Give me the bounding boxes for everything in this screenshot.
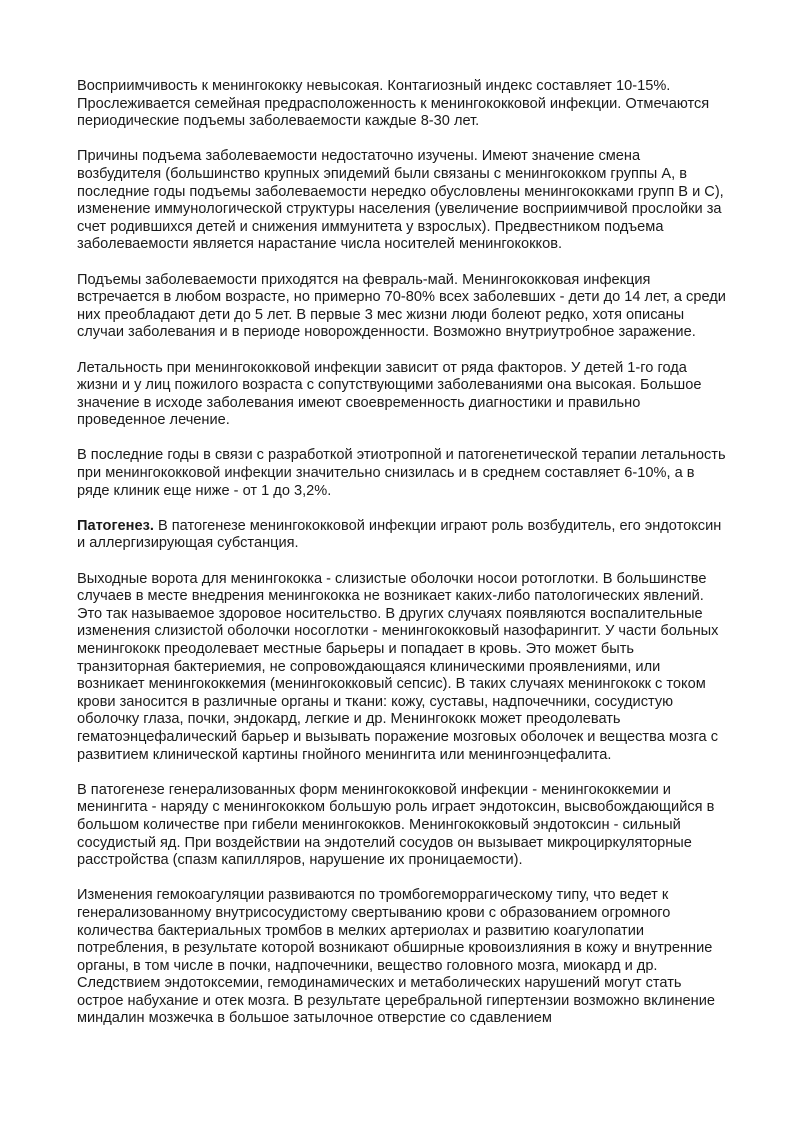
paragraph-text: В последние годы в связи с разработкой этиотропной и патогенетической терапии летальность при менингококковой инфекции значительно снизилась и в среднем составляет 6-10%, а в ряде клиник еще ниже - от 1 до 3,2%.	[77, 447, 726, 499]
paragraph-pathogenesis	[77, 518, 727, 553]
paragraph-seasonality	[77, 272, 727, 342]
paragraph-text: В патогенезе генерализованных форм менингококковой инфекции - менингококкемии и менингита - наряду с менингококком большую роль играет эндотоксин, высвобождающийся в большом количестве при гибели менингококков. Менингококковый эндотоксин - сильный сосудистый яд. При воздействии на эндотелий сосудов он вызывает микроциркуляторные расстройства (спазм капилляров, нарушение их проницаемости).	[77, 781, 715, 869]
paragraph-mortality-trend	[77, 447, 727, 500]
document-page	[77, 78, 727, 1046]
paragraph-susceptibility	[77, 78, 727, 131]
paragraph-text: Летальность при менингококковой инфекции зависит от ряда факторов. У детей 1-го года жизни и у лиц пожилого возраста с сопутствующими заболеваниями она высокая. Большое значение в исходе заболевания имеют своевременность диагностики и правильно проведенное лечение.	[77, 359, 702, 429]
paragraph-text: В патогенезе менингококковой инфекции играют роль возбудитель, его эндотоксин и аллергизирующая субстанция.	[77, 517, 722, 552]
paragraph-text: Причины подъема заболеваемости недостаточно изучены. Имеют значение смена возбудителя (большинство крупных эпидемий были связаны с менингококком группы А, в последние годы подъемы заболеваемости нередко обусловлены менингококками групп В и С), изменение иммунологической структуры населения (увеличение восприимчивой прослойки за счет родившихся детей и снижения иммунитета у взрослых). Предвестником подъема заболеваемости является нарастание числа носителей менингококков.	[77, 148, 724, 253]
paragraph-mortality	[77, 360, 727, 430]
paragraph-text: Подъемы заболеваемости приходятся на февраль-май. Менингококковая инфекция встречается в любом возрасте, но примерно 70-80% всех заболевших - дети до 14 лет, а среди них преобладают дети до 5 лет. В первые 3 мес жизни люди болеют редко, хотя описаны случаи заболевания и в периоде новорожденности. Возможно внутриутробное заражение.	[77, 271, 726, 341]
paragraph-causes	[77, 148, 727, 254]
paragraph-text: Изменения гемокоагуляции развиваются по тромбогеморрагическому типу, что ведет к генерализованному внутрисосудистому свертыванию крови с образованием огромного количества бактериальных тромбов в мелких артериолах и развитию коагулопатии потребления, в результате которой возникают обширные кровоизлияния в кожу и внутренние органы, в том числе в почки, надпочечники, вещество головного мозга, миокард и др. Следствием эндотоксемии, гемодинамических и метаболических нарушений могут стать острое набухание и отек мозга. В результате церебральной гипертензии возможно вклинение миндалин мозжечка в большое затылочное отверстие со сдавлением	[77, 887, 716, 1027]
paragraph-text: Выходные ворота для менингококка - слизистые оболочки носои ротоглотки. В большинстве случаев в месте внедрения менингококка не возникает каких-либо патологических явлений. Это так называемое здоровое носительство. В других случаях появляются воспалительные изменения слизистой оболочки носоглотки - менингококковый назофарингит. У части больных менингококк преодолевает местные барьеры и попадает в кровь. Это может быть транзиторная бактериемия, не сопровождающаяся клиническими проявлениями, или возникает менингококкемия (менингококковый сепсис). В таких случаях менингококк с током крови заносится в различные органы и ткани: кожу, суставы, надпочечники, сосудистую оболочку глаза, почки, эндокард, легкие и др. Менингококк может преодолевать гематоэнцефалический барьер и вызывать поражение мозговых оболочек и вещества мозга с развитием клинической картины гнойного менингита или менингоэнцефалита.	[77, 570, 719, 763]
paragraph-entry-gates	[77, 571, 727, 765]
section-heading: Патогенез.	[77, 517, 154, 534]
paragraph-hemocoagulation	[77, 887, 727, 1028]
paragraph-text: Восприимчивость к менингококку невысокая. Контагиозный индекс составляет 10-15%. Прослеживается семейная предрасположенность к менингококковой инфекции. Отмечаются периодические подъемы заболеваемости каждые 8-30 лет.	[77, 78, 710, 130]
paragraph-endotoxin	[77, 782, 727, 870]
